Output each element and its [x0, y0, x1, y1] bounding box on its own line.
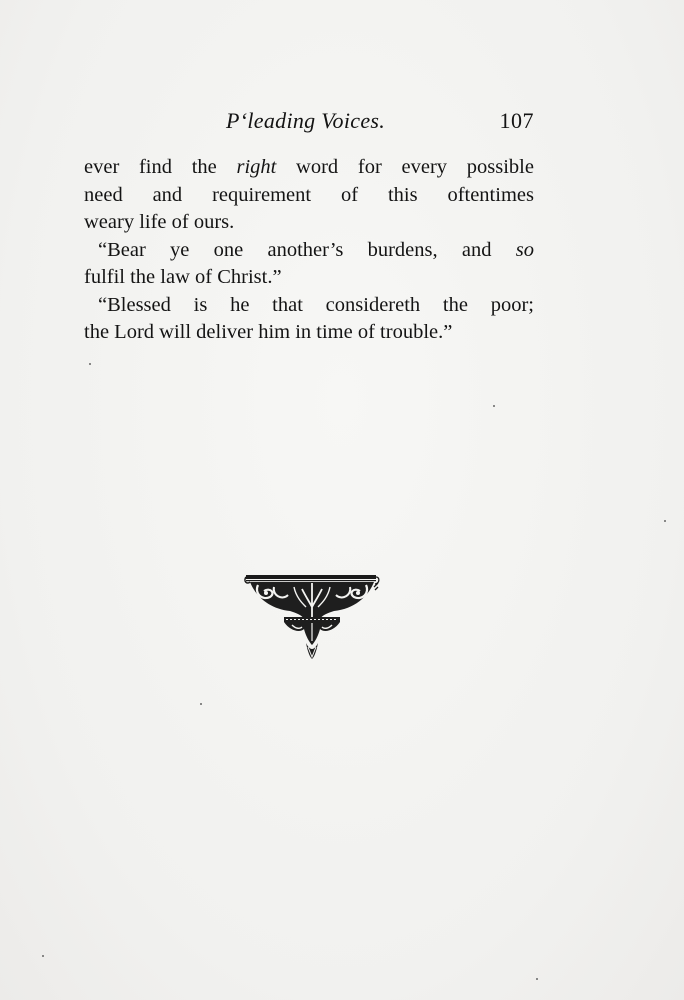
text-line: [84, 264, 534, 292]
line-text: the Lord will deliver him in time of trouble.”: [84, 321, 453, 343]
scan-speck: [664, 520, 666, 522]
scan-speck: [89, 363, 91, 365]
word: is: [193, 293, 208, 316]
word: one: [213, 238, 244, 261]
word: and: [461, 238, 492, 261]
text-line: [84, 237, 534, 265]
tailpiece-ornament-icon: [244, 573, 380, 663]
word: every: [401, 156, 448, 178]
word: “Bear: [98, 238, 146, 261]
word: another’s: [267, 238, 344, 261]
emphasized-word: right: [236, 156, 277, 178]
page-number: 107: [499, 108, 534, 133]
word: word: [296, 156, 339, 178]
word: ever: [84, 156, 120, 178]
word: need: [84, 183, 123, 206]
word: for: [357, 156, 382, 178]
word: he: [230, 293, 250, 316]
word: requirement: [212, 183, 312, 206]
word: this: [387, 183, 418, 206]
word: and: [152, 183, 183, 206]
word: find: [138, 156, 173, 178]
word: burdens,: [367, 238, 438, 261]
scan-speck: [42, 955, 44, 957]
emphasized-word: so: [515, 238, 534, 261]
word: that: [272, 293, 303, 316]
text-line: [84, 292, 534, 320]
word: of: [340, 183, 359, 206]
word: possible: [466, 156, 534, 178]
text-line: [84, 319, 534, 347]
text-line: [84, 154, 534, 182]
running-head: [84, 108, 534, 138]
word: ye: [170, 238, 190, 261]
word: “Blessed: [98, 293, 171, 316]
word: the: [442, 293, 468, 316]
line-text: fulfil the law of Christ.”: [84, 266, 282, 288]
body-text: [84, 154, 534, 347]
scan-speck: [200, 703, 202, 705]
scan-speck: [493, 405, 495, 407]
text-line: [84, 209, 534, 237]
word: the: [191, 156, 217, 178]
ornament-bar: [246, 575, 376, 579]
word: oftentimes: [447, 183, 534, 206]
running-title: Pʻleading Voices.: [226, 108, 386, 133]
line-text: weary life of ours.: [84, 211, 235, 233]
word: considereth: [325, 293, 421, 316]
scan-speck: [536, 978, 538, 980]
word: poor;: [490, 293, 534, 316]
text-line: [84, 182, 534, 210]
